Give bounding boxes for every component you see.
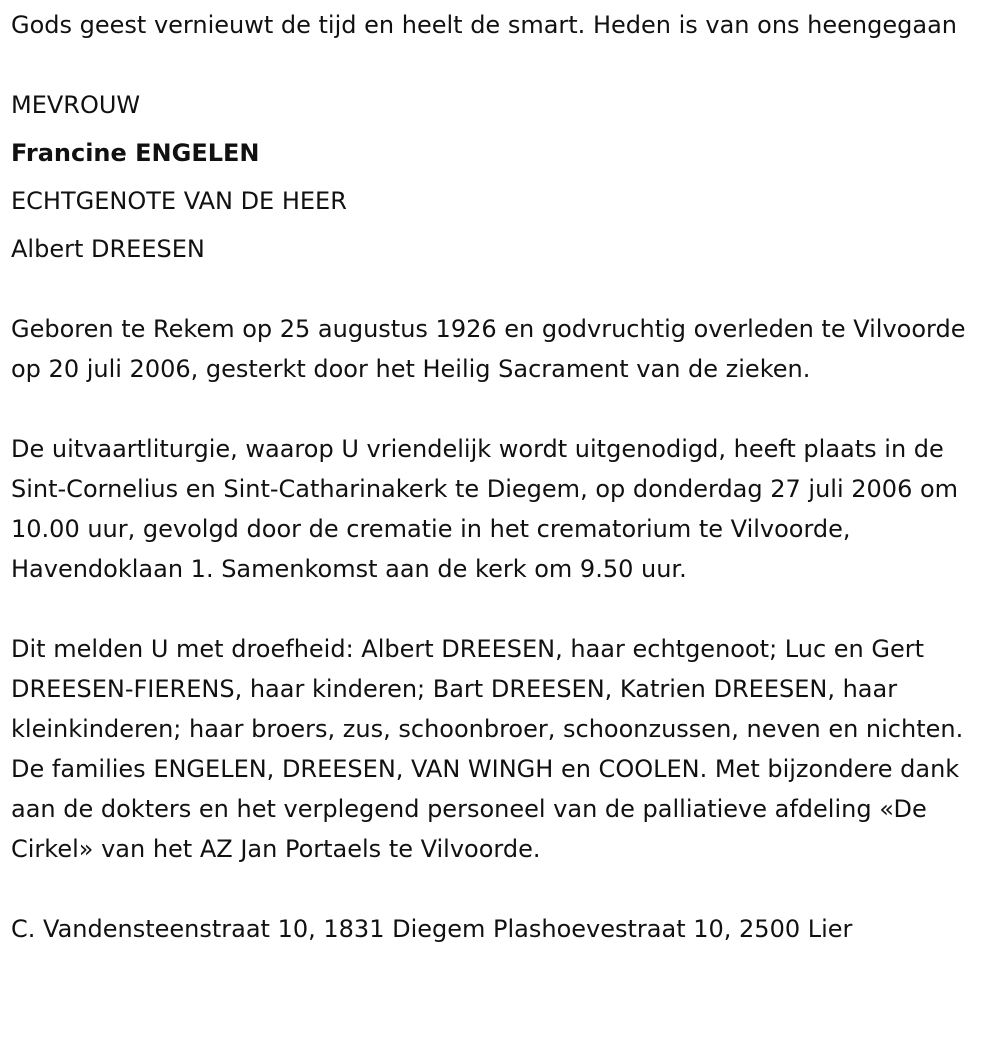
spouse-title: ECHTGENOTE VAN DE HEER [11,187,347,215]
spouse-name: Albert DREESEN [11,235,205,263]
deceased-name: Francine ENGELEN [11,139,260,167]
addresses: C. Vandensteenstraat 10, 1831 Diegem Plashoevestraat 10, 2500 Lier [11,915,853,943]
spacer [11,389,990,429]
intro-text: Gods geest vernieuwt de tijd en heelt de smart. Heden is van ons heengegaan [11,11,957,39]
spacer [11,869,990,909]
spacer [11,269,990,309]
funeral-paragraph: De uitvaartliturgie, waarop U vriendelijk wordt uitgenodigd, heeft plaats in de Sint-Cornelius en Sint-Catharinakerk te Diegem, op donderdag 27 juli 2006 om 10.00 uur, gevolgd door de crematie in het crematorium te Vilvoorde, Havendoklaan 1. Samenkomst aan de kerk om 9.50 uur. [11,435,959,583]
spacer [11,589,990,629]
salutation: MEVROUW [11,91,141,119]
spacer [11,45,990,85]
birth-death-paragraph: Geboren te Rekem op 25 augustus 1926 en godvruchtig overleden te Vilvoorde op 20 juli 2006, gesterkt door het Heilig Sacrament van de zieken. [11,315,966,383]
announcement-paragraph: Dit melden U met droefheid: Albert DREESEN, haar echtgenoot; Luc en Gert DREESEN-FIERENS, haar kinderen; Bart DREESEN, Katrien DREESEN, haar kleinkinderen; haar broers, zus, schoonbroer, schoonzussen, neven en nichten. De families ENGELEN, DREESEN, VAN WINGH en COOLEN. Met bijzondere dank aan de dokters en het verplegend personeel van de palliatieve afdeling «De Cirkel» van het AZ Jan Portaels te Vilvoorde. [11,635,964,863]
